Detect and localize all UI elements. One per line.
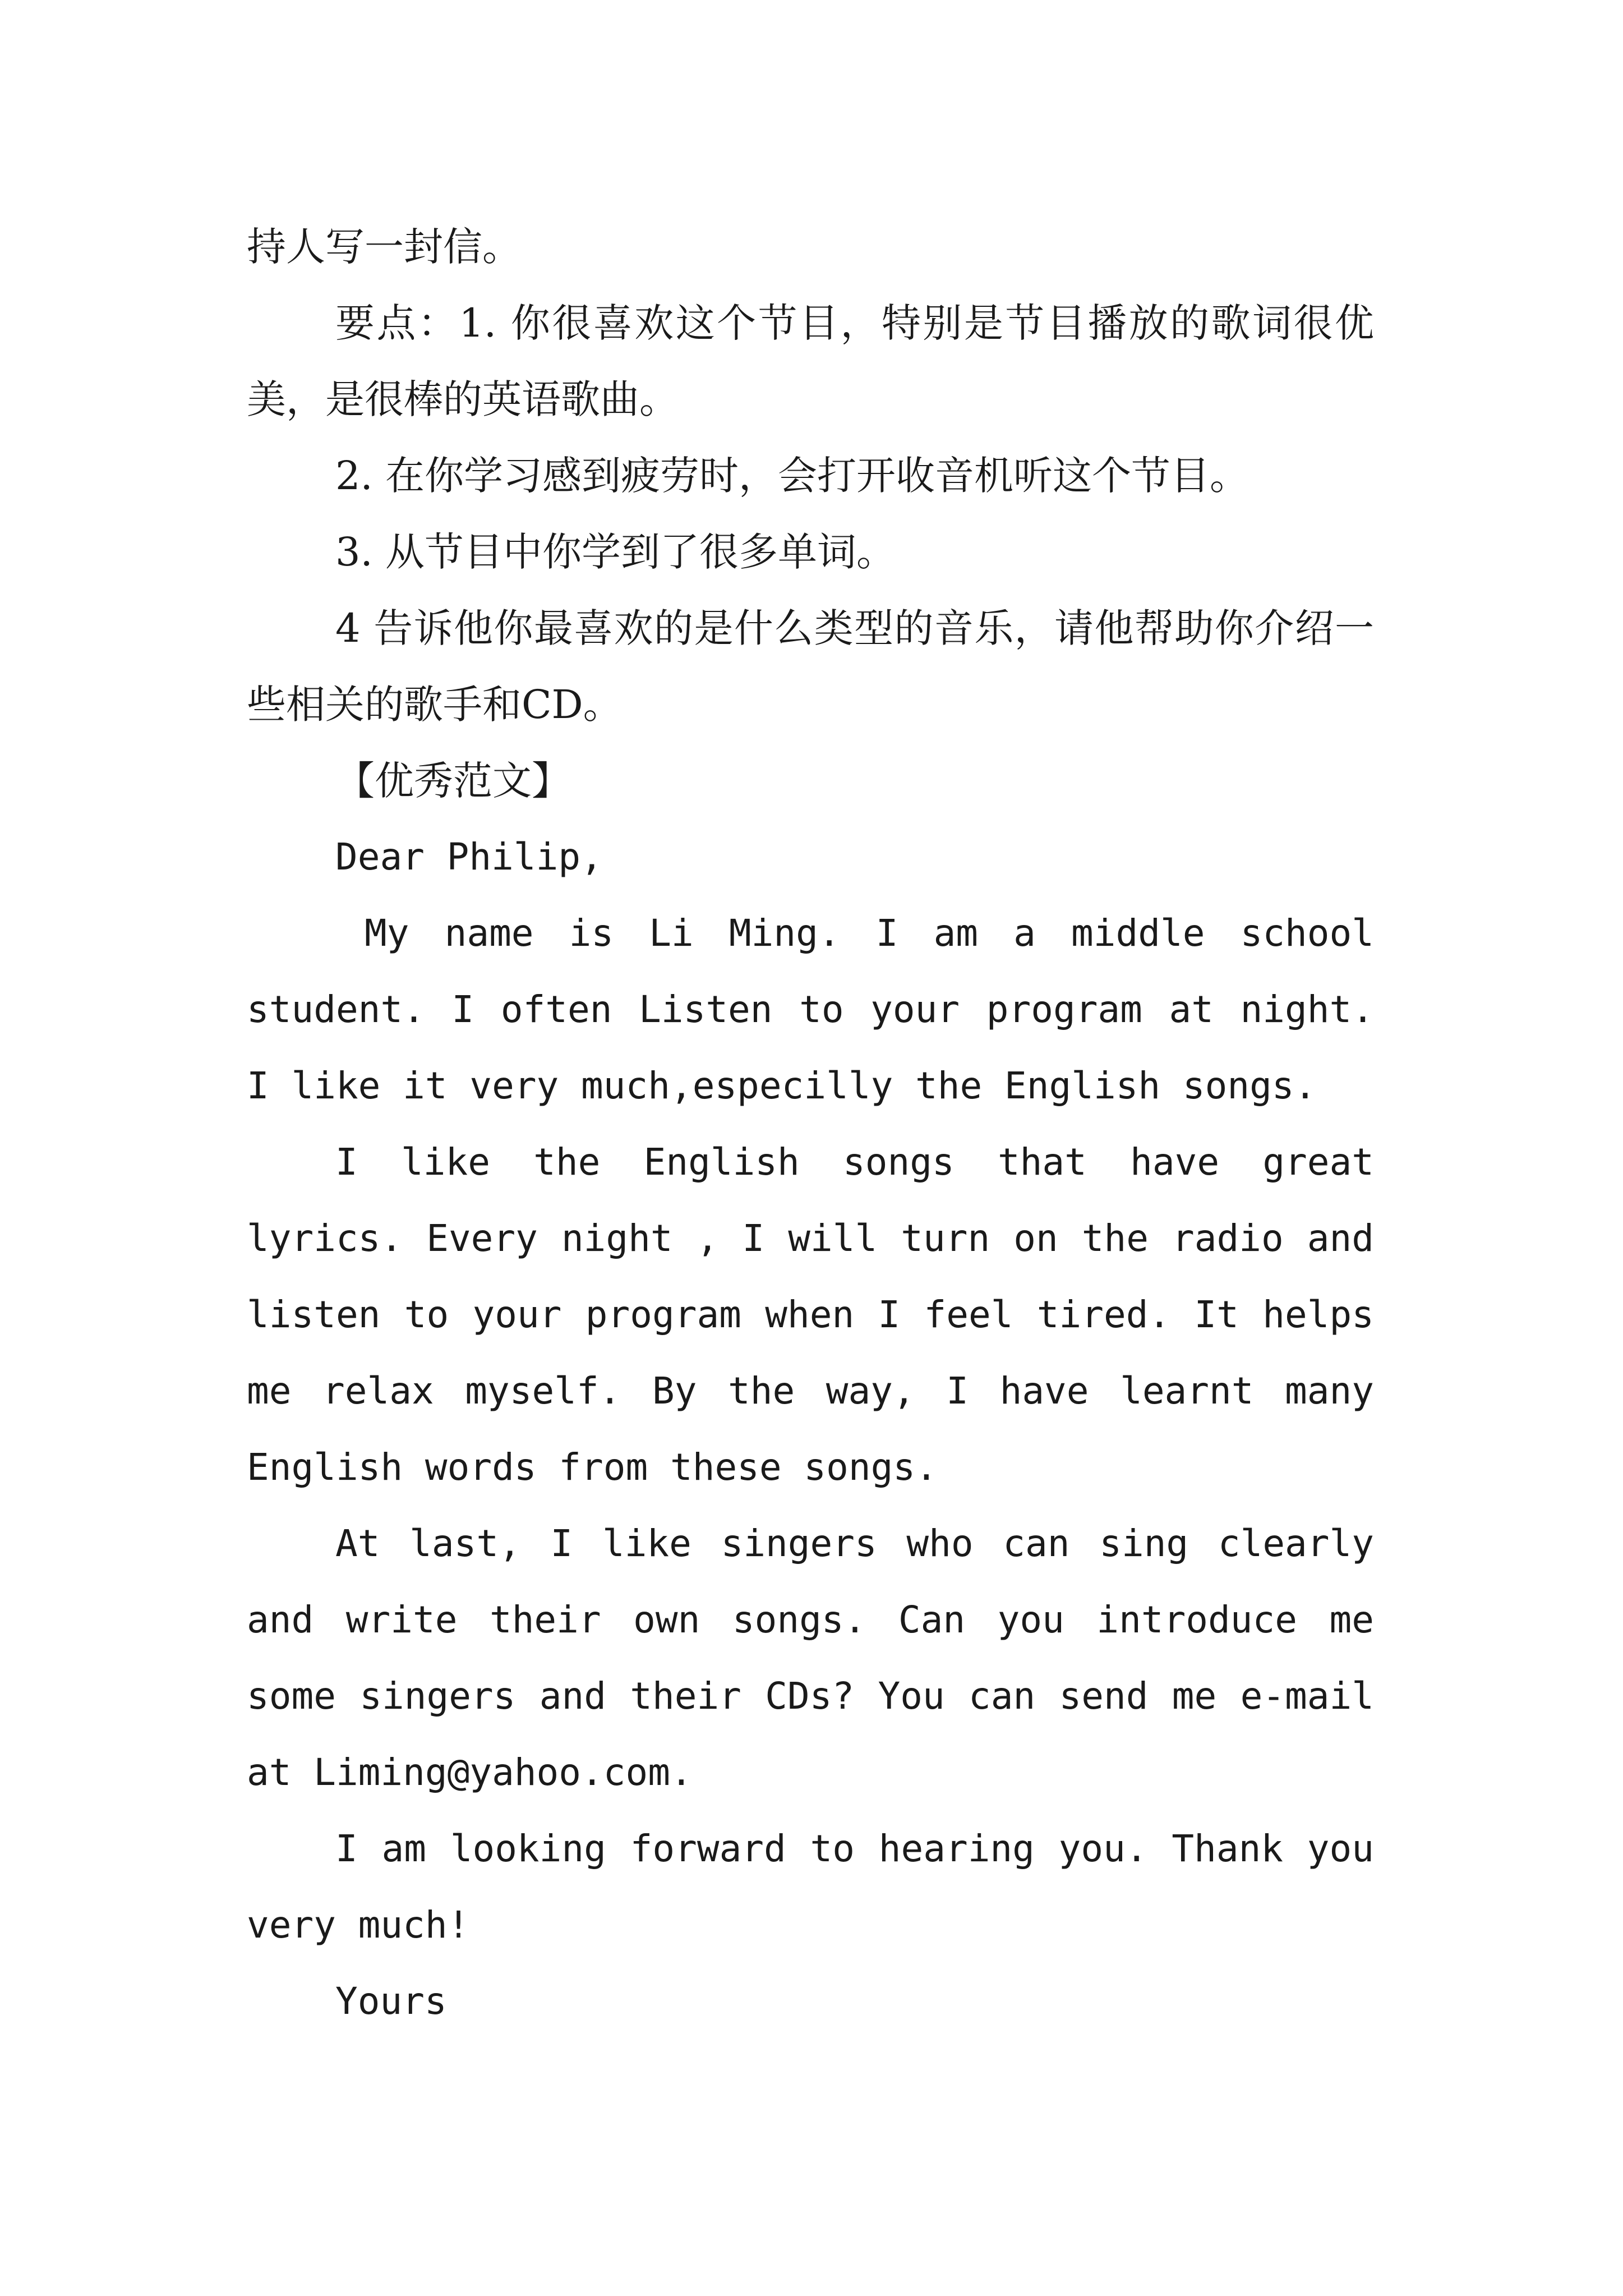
key-point-4: 4 告诉他你最喜欢的是什么类型的音乐，请他帮助你介绍一些相关的歌手和CD。 xyxy=(247,605,1374,728)
key-point-1: 要点：1. 你很喜欢这个节目，特别是节目播放的歌词很优美，是很棒的英语歌曲。 xyxy=(247,300,1374,422)
letter-paragraph-4: I am looking forward to hearing you. Thank you very much! xyxy=(247,1827,1374,1947)
sample-essay-heading: 【优秀范文】 xyxy=(335,758,571,804)
letter-paragraph-2: I like the English songs that have great lyrics. Every night , I will turn on the radio and listen to your program when I feel tired. It helps me relax myself. By the way, I have learnt many English words from these songs. xyxy=(247,1140,1374,1489)
letter-paragraph-3: At last, I like singers who can sing clearly and write their own songs. Can you introduce me some singers and their CDs? You can send me e-mail at Liming@yahoo.com. xyxy=(247,1522,1374,1794)
intro-continuation: 持人写一封信。 xyxy=(247,224,522,270)
key-point-3: 3. 从节目中你学到了很多单词。 xyxy=(335,529,896,575)
key-point-2: 2. 在你学习感到疲劳时，会打开收音机听这个节目。 xyxy=(335,453,1249,499)
letter-paragraph-1: My name is Li Ming. I am a middle school student. I often Listen to your program at night. I like it very much,especilly the English songs. xyxy=(247,912,1374,1107)
letter-salutation: Dear Philip, xyxy=(335,835,603,878)
document-body xyxy=(247,209,1374,2040)
letter-closing: Yours xyxy=(335,1980,447,2023)
